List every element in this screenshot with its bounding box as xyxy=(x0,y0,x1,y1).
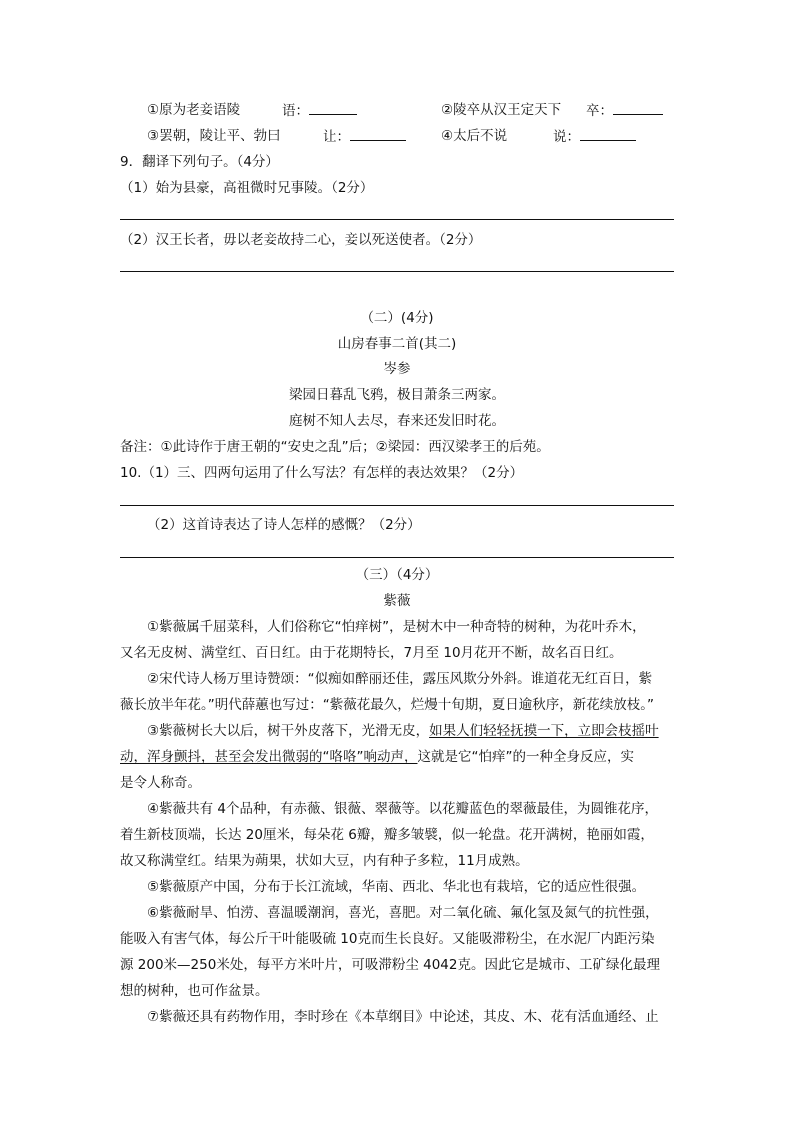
answer-blank[interactable] xyxy=(613,101,663,115)
paragraph-3-line-1 xyxy=(147,722,659,740)
q8-item-3 xyxy=(147,127,281,145)
paragraph-6-line-4: 想的树种，也可作盆景。 xyxy=(120,983,269,999)
poem-note: 备注：①此诗作于唐王朝的“安史之乱”后；②梁园：西汉梁孝王的后苑。 xyxy=(120,439,550,455)
q8-item-4-text: ④太后不说 xyxy=(441,128,508,144)
answer-line[interactable] xyxy=(120,505,674,506)
q8-item-3-key xyxy=(323,127,406,146)
paragraph-3-text: ③紫薇树长大以后，树干外皮落下，光滑无皮， xyxy=(147,723,430,739)
paragraph-1-line-2: 又名无皮树、满堂红、百日红。由于花期特长，7月至 10月花开不断，故名百日红。 xyxy=(120,645,623,661)
paragraph-3-line-3: 是令人称奇。 xyxy=(120,775,201,791)
q9-sentence-1: （1）始为县豪，高祖微时兄事陵。（2分） xyxy=(120,180,374,196)
answer-blank[interactable] xyxy=(350,127,406,141)
paragraph-1-line-1: ①紫薇属千屈菜科，人们俗称它“怕痒树”，是树木中一种奇特的树种，为花叶乔木， xyxy=(147,619,646,635)
article-title: 紫薇 xyxy=(383,593,411,609)
poem-title: 山房春事二首(其二) xyxy=(337,336,457,352)
poem-author: 岑参 xyxy=(383,361,411,377)
paragraph-3-text: 这就是它“怕痒”的一种全身反应，实 xyxy=(417,749,634,765)
q8-item-2-key-label: 卒： xyxy=(586,103,613,119)
section-2-header: （二）(4分) xyxy=(360,310,434,326)
answer-line[interactable] xyxy=(120,219,674,220)
section-3-header: （三）（4分） xyxy=(355,567,439,583)
q9-title: 9．翻译下列句子。（4分） xyxy=(120,154,279,170)
q8-item-1-key-label: 语： xyxy=(282,103,309,119)
q8-item-3-key-label: 让： xyxy=(323,129,350,145)
answer-blank[interactable] xyxy=(309,101,357,115)
q8-item-1-text: ①原为老妾语陵 xyxy=(147,102,241,118)
q10-part-1: 10.（1）三、四两句运用了什么写法？有怎样的表达效果？（2分） xyxy=(120,465,524,481)
paragraph-2-line-2: 薇长放半年花。”明代薛蕙也写过：“紫薇花最久，烂熳十旬期，夏日逾秋序，新花续放枝。” xyxy=(120,697,654,713)
q8-item-2 xyxy=(441,101,561,119)
paragraph-2-line-1: ②宋代诗人杨万里诗赞颂：“似痴如醉丽还佳，露压风欺分外斜。谁道花无红百日，紫 xyxy=(147,671,653,687)
paragraph-4-line-3: 故又称满堂红。结果为蒴果，状如大豆，内有种子多粒，11月成熟。 xyxy=(120,853,529,869)
q10-part-2: （2）这首诗表达了诗人怎样的感慨？（2分） xyxy=(147,517,421,533)
poem-line-2: 庭树不知人去尽，春来还发旧时花。 xyxy=(289,413,505,429)
q8-item-4-key xyxy=(553,127,636,146)
q8-item-2-text: ②陵卒从汉王定天下 xyxy=(441,102,562,118)
answer-blank[interactable] xyxy=(580,127,636,141)
paragraph-6-line-1: ⑥紫薇耐旱、怕涝、喜温暖潮润，喜光，喜肥。对二氧化硫、氟化氢及氮气的抗性强， xyxy=(147,905,659,921)
paragraph-7-line-1: ⑦紫薇还具有药物作用，李时珍在《本草纲目》中论述，其皮、木、花有活血通经、止 xyxy=(147,1009,659,1025)
underlined-sentence: 如果人们轻轻抚摸一下，立即会枝摇叶 xyxy=(429,723,659,739)
answer-line[interactable] xyxy=(120,271,674,272)
answer-line[interactable] xyxy=(120,557,674,558)
q8-item-4-key-label: 说： xyxy=(553,129,580,145)
q8-item-2-key xyxy=(586,101,663,120)
paragraph-4-line-2: 着生新枝顶端，长达 20厘米，每朵花 6瓣，瓣多皱襞，似一轮盘。花开满树，艳丽如霞， xyxy=(120,827,654,843)
paragraph-3-line-2 xyxy=(120,748,634,766)
q8-item-1 xyxy=(147,101,240,119)
q8-item-4 xyxy=(441,127,507,145)
paragraph-6-line-3: 源 200米—250米处，每平方米叶片，可吸滞粉尘 4042克。因此它是城市、工矿绿化最理 xyxy=(120,957,660,973)
paragraph-6-line-2: 能吸入有害气体，每公斤干叶能吸硫 10克而生长良好。又能吸滞粉尘，在水泥厂内距污染 xyxy=(120,931,655,947)
q9-sentence-2: （2）汉王长者，毋以老妾故持二心，妾以死送使者。（2分） xyxy=(120,232,482,248)
q8-item-1-key xyxy=(282,101,357,120)
paragraph-4-line-1: ④紫薇共有 4个品种，有赤薇、银薇、翠薇等。以花瓣蓝色的翠薇最佳，为圆锥花序， xyxy=(147,801,658,817)
paragraph-5: ⑤紫薇原产中国，分布于长江流域，华南、西北、华北也有栽培，它的适应性很强。 xyxy=(147,879,646,895)
q8-item-3-text: ③罢朝，陵让平、勃曰 xyxy=(147,128,281,144)
poem-line-1: 梁园日暮乱飞鸦，极目萧条三两家。 xyxy=(289,387,505,403)
underlined-sentence: 动，浑身颤抖，甚至会发出微弱的“咯咯”响动声， xyxy=(120,749,418,765)
